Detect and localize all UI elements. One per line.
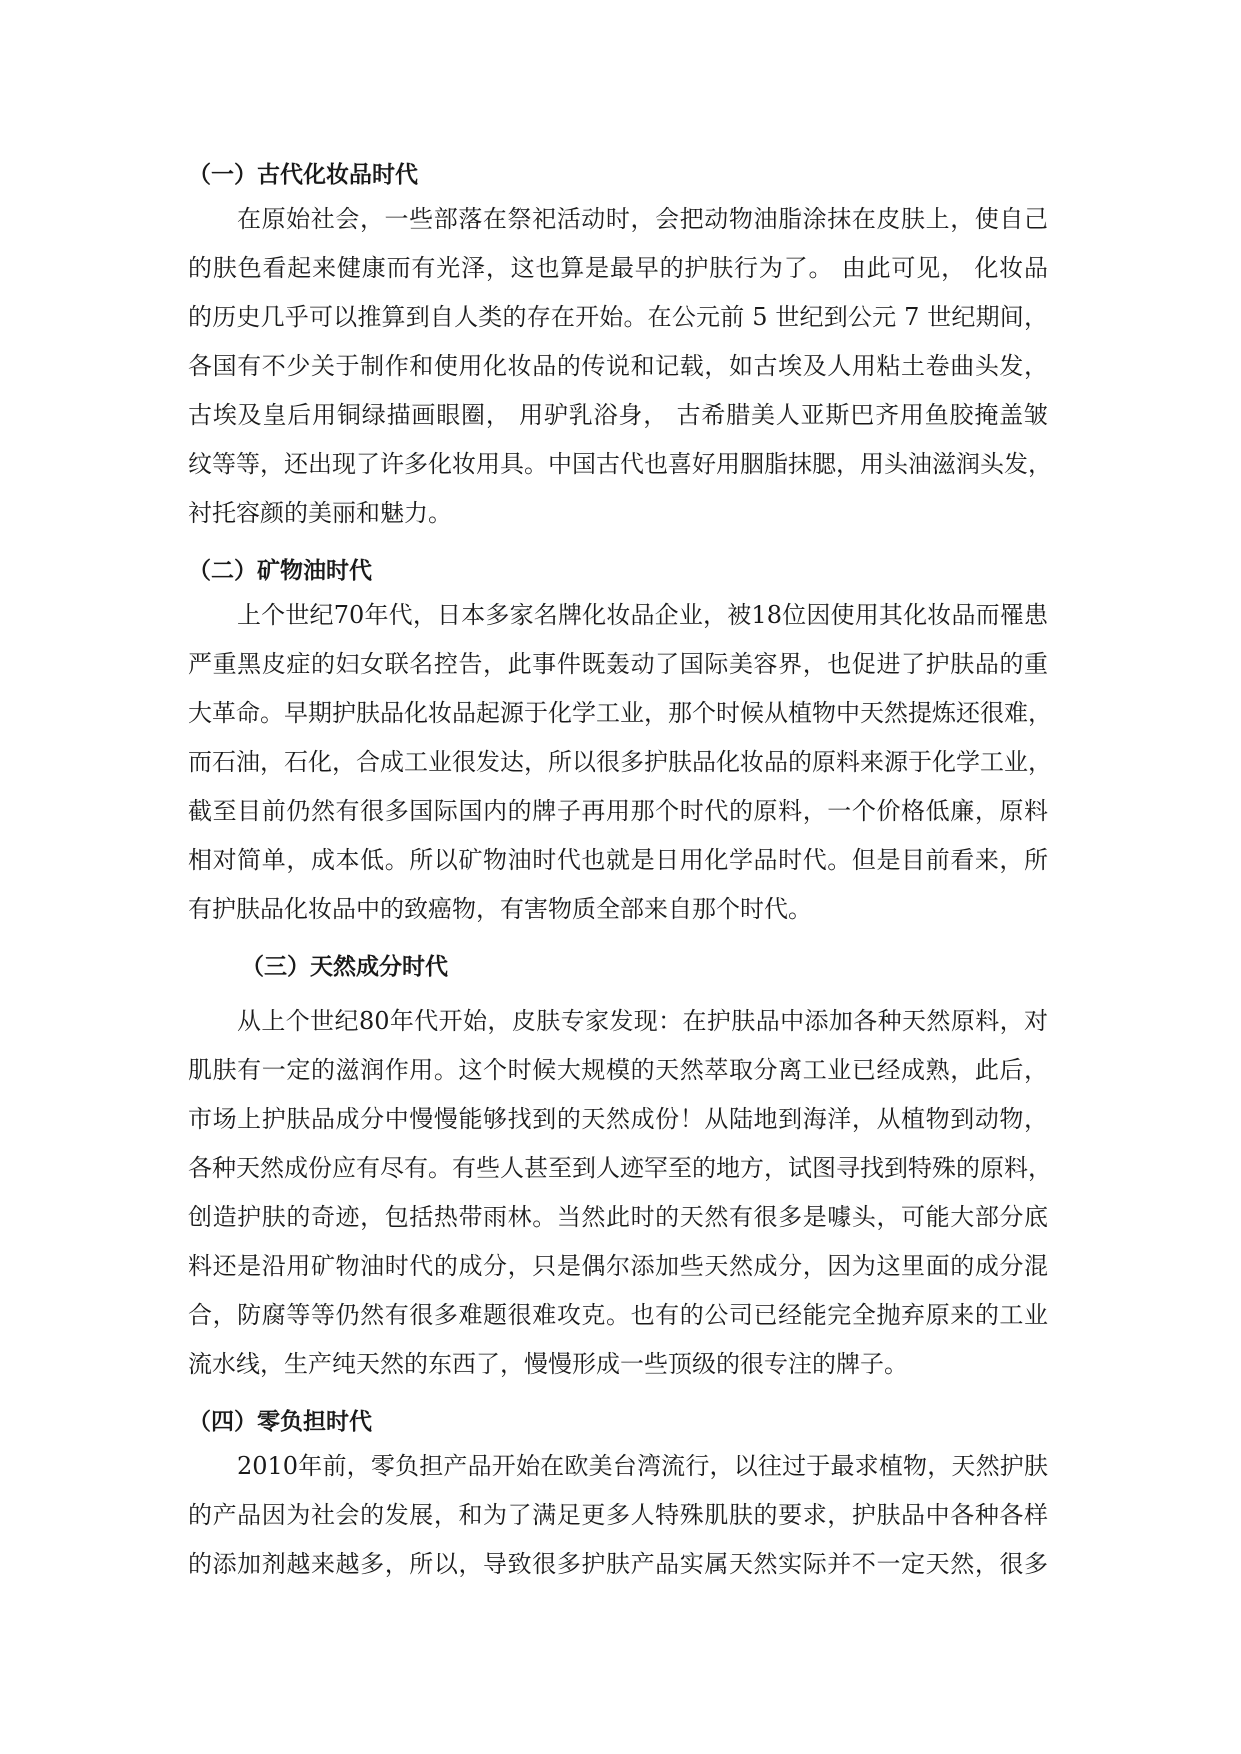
paragraph-line: 合，防腐等等仍然有很多难题很难攻克。也有的公司已经能完全抛弃原来的工业 [188, 1301, 1048, 1329]
paragraph-line: 从上个世纪80年代开始，皮肤专家发现：在护肤品中添加各种天然原料，对 [237, 1007, 1048, 1035]
paragraph-line: 纹等等，还出现了许多化妆用具。中国古代也喜好用胭脂抹腮，用头油滋润头发， [188, 450, 1052, 478]
section-heading-mineral-oil: （二）矿物油时代 [188, 558, 372, 584]
paragraph-line: 的添加剂越来越多，所以，导致很多护肤产品实属天然实际并不一定天然，很多 [188, 1550, 1048, 1578]
paragraph-line: 相对简单，成本低。所以矿物油时代也就是日用化学品时代。但是目前看来，所 [188, 846, 1048, 874]
paragraph-line: 流水线，生产纯天然的东西了，慢慢形成一些顶级的很专注的牌子。 [188, 1350, 908, 1378]
paragraph-line: 各国有不少关于制作和使用化妆品的传说和记载，如古埃及人用粘土卷曲头发， [188, 352, 1048, 380]
paragraph-line: 料还是沿用矿物油时代的成分，只是偶尔添加些天然成分，因为这里面的成分混 [188, 1252, 1048, 1280]
section-heading-natural: （三）天然成分时代 [241, 954, 448, 980]
paragraph-line: 截至目前仍然有很多国际国内的牌子再用那个时代的原料，一个价格低廉，原料 [188, 797, 1048, 825]
paragraph-line: 有护肤品化妆品中的致癌物，有害物质全部来自那个时代。 [188, 895, 812, 923]
paragraph-line: 创造护肤的奇迹，包括热带雨林。当然此时的天然有很多是噱头，可能大部分底 [188, 1203, 1048, 1231]
paragraph-line: 的产品因为社会的发展，和为了满足更多人特殊肌肤的要求，护肤品中各种各样 [188, 1501, 1048, 1529]
paragraph-line: 衬托容颜的美丽和魅力。 [188, 499, 452, 527]
paragraph-line: 市场上护肤品成分中慢慢能够找到的天然成份！从陆地到海洋，从植物到动物， [188, 1105, 1048, 1133]
paragraph-line: 各种天然成份应有尽有。有些人甚至到人迹罕至的地方，试图寻找到特殊的原料， [188, 1154, 1052, 1182]
paragraph-line: 2010年前，零负担产品开始在欧美台湾流行，以往过于最求植物，天然护肤 [237, 1452, 1048, 1480]
paragraph-line: 大革命。早期护肤品化妆品起源于化学工业，那个时候从植物中天然提炼还很难， [188, 699, 1052, 727]
paragraph-line: 的历史几乎可以推算到自人类的存在开始。在公元前 5 世纪到公元 7 世纪期间， [188, 303, 1048, 331]
paragraph-line: 在原始社会，一些部落在祭祀活动时，会把动物油脂涂抹在皮肤上，使自己 [237, 205, 1048, 233]
paragraph-line: 上个世纪70年代，日本多家名牌化妆品企业，被18位因使用其化妆品而罹患 [237, 601, 1048, 629]
section-heading-ancient: （一）古代化妆品时代 [188, 162, 418, 188]
section-heading-zero-burden: （四）零负担时代 [188, 1409, 372, 1435]
paragraph-line: 的肤色看起来健康而有光泽，这也算是最早的护肤行为了。 由此可见， 化妆品 [188, 254, 1048, 282]
paragraph-line: 严重黑皮症的妇女联名控告，此事件既轰动了国际美容界，也促进了护肤品的重 [188, 650, 1048, 678]
paragraph-line: 而石油，石化，合成工业很发达，所以很多护肤品化妆品的原料来源于化学工业， [188, 748, 1052, 776]
paragraph-line: 肌肤有一定的滋润作用。这个时候大规模的天然萃取分离工业已经成熟，此后， [188, 1056, 1048, 1084]
paragraph-line: 古埃及皇后用铜绿描画眼圈， 用驴乳浴身， 古希腊美人亚斯巴齐用鱼胶掩盖皱 [188, 401, 1048, 429]
